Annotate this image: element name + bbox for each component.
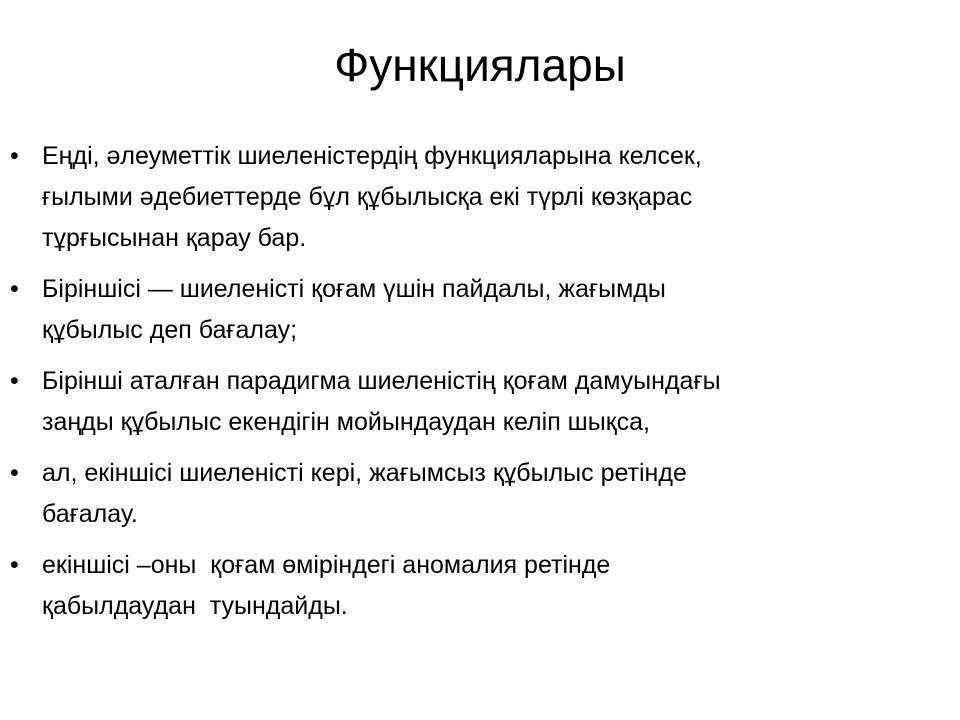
bullet-item: [10, 545, 950, 627]
bullet-line: бағалау.: [42, 500, 138, 528]
bullet-point-icon: •: [10, 367, 19, 395]
bullet-point-icon: •: [10, 142, 19, 170]
bullet-line: Бірінші аталған парадигма шиеленістің қоғам дамуындағы: [42, 367, 721, 395]
bullet-line: ғылыми әдебиеттерде бұл құбылысқа екі түрлі көзқарас: [42, 183, 693, 211]
bullet-line: Еңді, әлеуметтік шиеленістердің функцияларына келсек,: [42, 142, 702, 170]
bullet-item: [10, 269, 950, 351]
bullet-item: [10, 453, 950, 535]
bullet-line: тұрғысынан қарау бар.: [42, 224, 307, 252]
bullet-line: Біріншісі — шиеленісті қоғам үшін пайдалы, жағымды: [42, 275, 666, 303]
bullet-line: ал, екіншісі шиеленісті кері, жағымсыз құбылыс ретінде: [42, 459, 687, 487]
bullet-point-icon: •: [10, 275, 19, 303]
bullet-line: қабылдаудан туындайды.: [42, 592, 348, 620]
bullet-line: заңды құбылыс екендігін мойындаудан келіп шықса,: [42, 408, 650, 436]
bullet-line: құбылыс деп бағалау;: [42, 316, 298, 344]
bullet-point-icon: •: [10, 551, 19, 579]
slide-title: Функциялары: [334, 39, 626, 91]
bullet-item: [10, 136, 950, 259]
bullet-list: [10, 136, 950, 637]
bullet-item: [10, 361, 950, 443]
bullet-point-icon: •: [10, 459, 19, 487]
bullet-line: екіншісі –оны қоғам өміріндегі аномалия ретінде: [42, 551, 611, 579]
